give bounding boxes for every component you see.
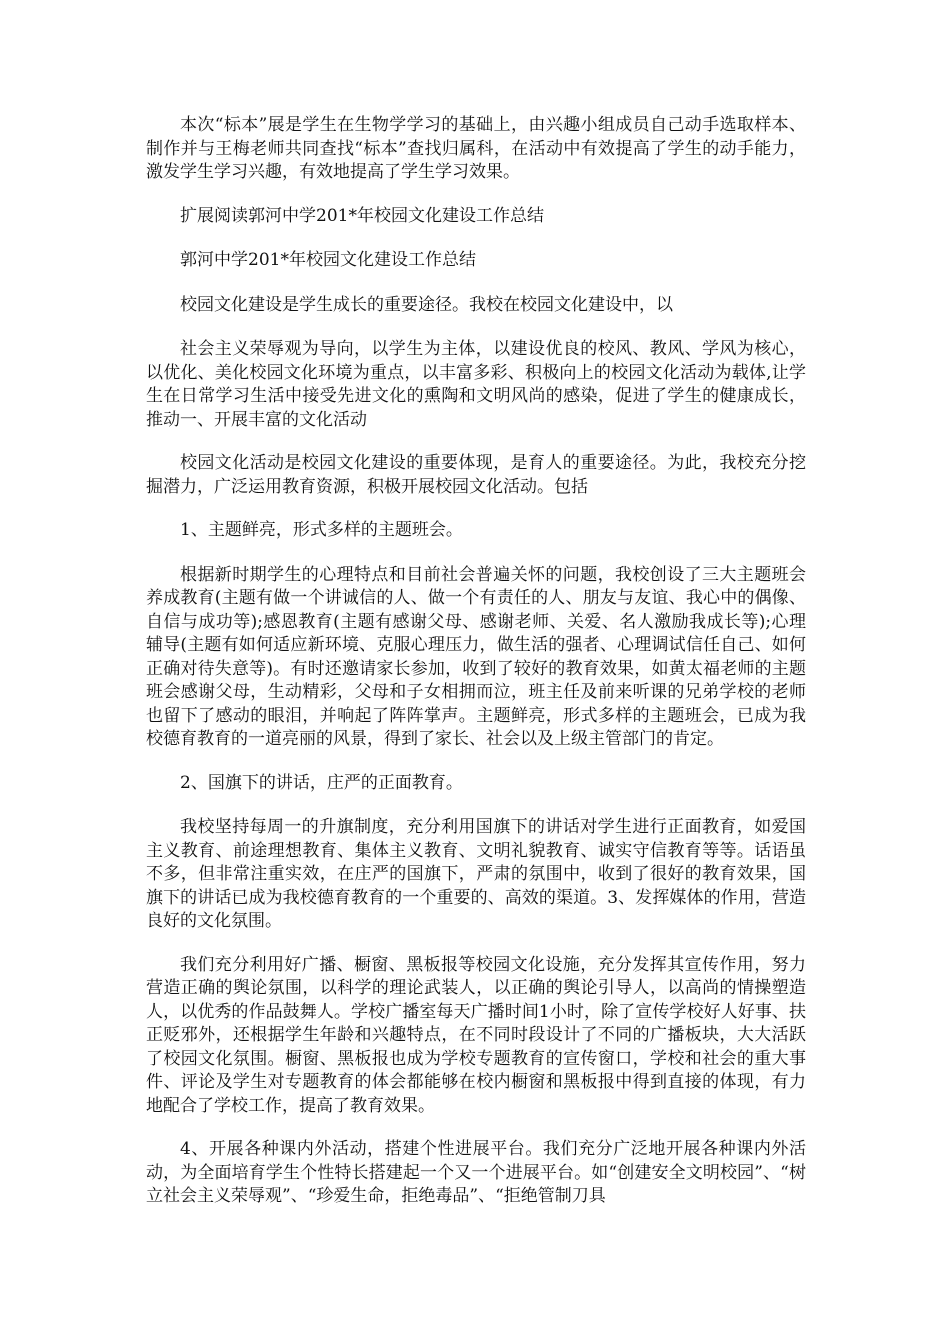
paragraph-activities: 4、开展各种课内外活动，搭建个性进展平台。我们充分广泛地开展各种课内外活动，为全面培育学生个性特长搭建起一个又一个进展平台。如“创建安全文明校园”、“树立社会主义荣辱观”、“珍爱生命，拒绝毒品”、“拒绝管制刀具: [146, 1139, 806, 1206]
paragraph-specimen-exhibition: 本次“标本”展是学生在生物学学习的基础上，由兴趣小组成员自己动手选取样本、制作并与王梅老师共同查找“标本”查找归属科，在活动中有效提高了学生的动手能力，激发学生学习兴趣，有效地提高了学生学习效果。: [146, 115, 806, 182]
paragraph-summary-title: 郭河中学201*年校园文化建设工作总结: [180, 250, 476, 270]
paragraph-intro: 校园文化建设是学生成长的重要途径。我校在校园文化建设中，以: [180, 294, 673, 315]
paragraph-heading-flag-speech: 2、国旗下的讲话，庄严的正面教育。: [180, 772, 463, 793]
paragraph-class-meetings: 根据新时期学生的心理特点和目前社会普遍关怀的问题，我校创设了三大主题班会养成教育(主题有做一个讲诚信的人、做一个有责任的人、朋友与友谊、我心中的偶像、自信与成功等);感恩教育(主题有感谢父母、感谢老师、关爱、名人激励我成长等);心理辅导(主题有如何适应新环境、克服心理压力，做生活的强者、心理调试信任自己、如何正确对待失意等)。有时还邀请家长参加，收到了较好的教育效果，如黄太福老师的主题班会感谢父母，生动精彩，父母和子女相拥而泣，班主任及前来听课的兄弟学校的老师也留下了感动的眼泪，并响起了阵阵掌声。主题鲜亮，形式多样的主题班会，已成为我校德育教育的一道亮丽的风景，得到了家长、社会以及上级主管部门的肯定。: [146, 564, 806, 749]
paragraph-extended-reading: 扩展阅读郭河中学201*年校园文化建设工作总结: [180, 205, 544, 226]
paragraph-flag-speech: 我校坚持每周一的升旗制度，充分利用国旗下的讲话对学生进行正面教育，如爱国主义教育、前途理想教育、集体主义教育、文明礼貌教育、诚实守信教育等等。话语虽不多，但非常注重实效，在庄严的国旗下，严肃的氛围中，收到了很好的教育效果，国旗下的讲话已成为我校德育教育的一个重要的、高效的渠道。3、发挥媒体的作用，营造良好的文化氛围。: [146, 817, 806, 931]
paragraph-honor-concept: 社会主义荣辱观为导向，以学生为主体，以建设优良的校风、教风、学风为核心，以优化、美化校园文化环境为重点，以丰富多彩、积极向上的校园文化活动为载体,让学生在日常学习生活中接受先进文化的熏陶和文明风尚的感染，促进了学生的健康成长，推动一、开展丰富的文化活动: [146, 339, 806, 430]
paragraph-cultural-activities: 校园文化活动是校园文化建设的重要体现，是育人的重要途径。为此，我校充分挖掘潜力，广泛运用教育资源，积极开展校园文化活动。包括: [146, 453, 806, 497]
paragraph-heading-class-meetings: 1、主题鲜亮，形式多样的主题班会。: [180, 520, 463, 540]
document-body: [146, 114, 806, 1229]
paragraph-media: 我们充分利用好广播、橱窗、黑板报等校园文化设施，充分发挥其宣传作用，努力营造正确的舆论氛围，以科学的理论武装人，以正确的舆论引导人，以高尚的情操塑造人，以优秀的作品鼓舞人。学校广播室每天广播时间1小时，除了宣传学校好人好事、扶正贬邪外，还根据学生年龄和兴趣特点，在不同时段设计了不同的广播板块，大大活跃了校园文化氛围。橱窗、黑板报也成为学校专题教育的宣传窗口，学校和社会的重大事件、评论及学生对专题教育的体会都能够在校内橱窗和黑板报中得到直接的体现，有力地配合了学校工作，提高了教育效果。: [146, 954, 806, 1116]
